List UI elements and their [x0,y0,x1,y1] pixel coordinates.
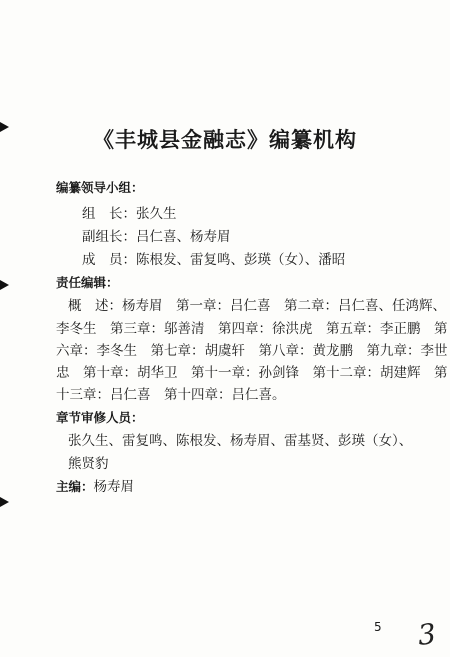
leading-group-heading: 编纂领导小组： [56,180,144,195]
editors-line: 六章：李冬生 第七章：胡虞轩 第八章：黄龙鹏 第九章：李世 [56,343,448,359]
chief-editor-name: 杨寿眉 [93,479,135,495]
leading-group-members: 成 员：陈根发、雷复鸣、彭瑛（女）、潘昭 [82,252,346,268]
editors-line: 李冬生 第三章：邬善清 第四章：徐洪虎 第五章：李正鹏 第 [56,321,448,337]
reviewers-line: 张久生、雷复鸣、陈根发、杨寿眉、雷基贤、彭瑛（女）、 [68,433,413,449]
scan-edge-mark [0,497,9,507]
editors-line: 概 述：杨寿眉 第一章：吕仁喜 第二章：吕仁喜、任鸿辉、 [68,298,446,314]
reviewers-heading: 章节审修人员： [56,410,144,425]
chief-editor-heading: 主编： [56,479,94,494]
scan-edge-mark [0,280,9,290]
handwritten-mark: 3 [416,617,438,652]
editors-heading: 责任编辑： [56,275,119,290]
reviewers-line: 熊贤豹 [68,456,109,472]
editors-line: 忠 第十章：胡华卫 第十一章：孙剑锋 第十二章：胡建辉 第 [56,365,448,381]
leading-group-deputy: 副组长：吕仁喜、杨寿眉 [82,229,231,245]
page-number: 5 [374,620,382,634]
editors-line: 十三章：吕仁喜 第十四章：吕仁喜。 [56,387,286,403]
chief-editor [56,477,134,497]
leading-group-leader: 组 长：张久生 [82,206,177,222]
page-title: 《丰城县金融志》编纂机构 [93,127,357,152]
